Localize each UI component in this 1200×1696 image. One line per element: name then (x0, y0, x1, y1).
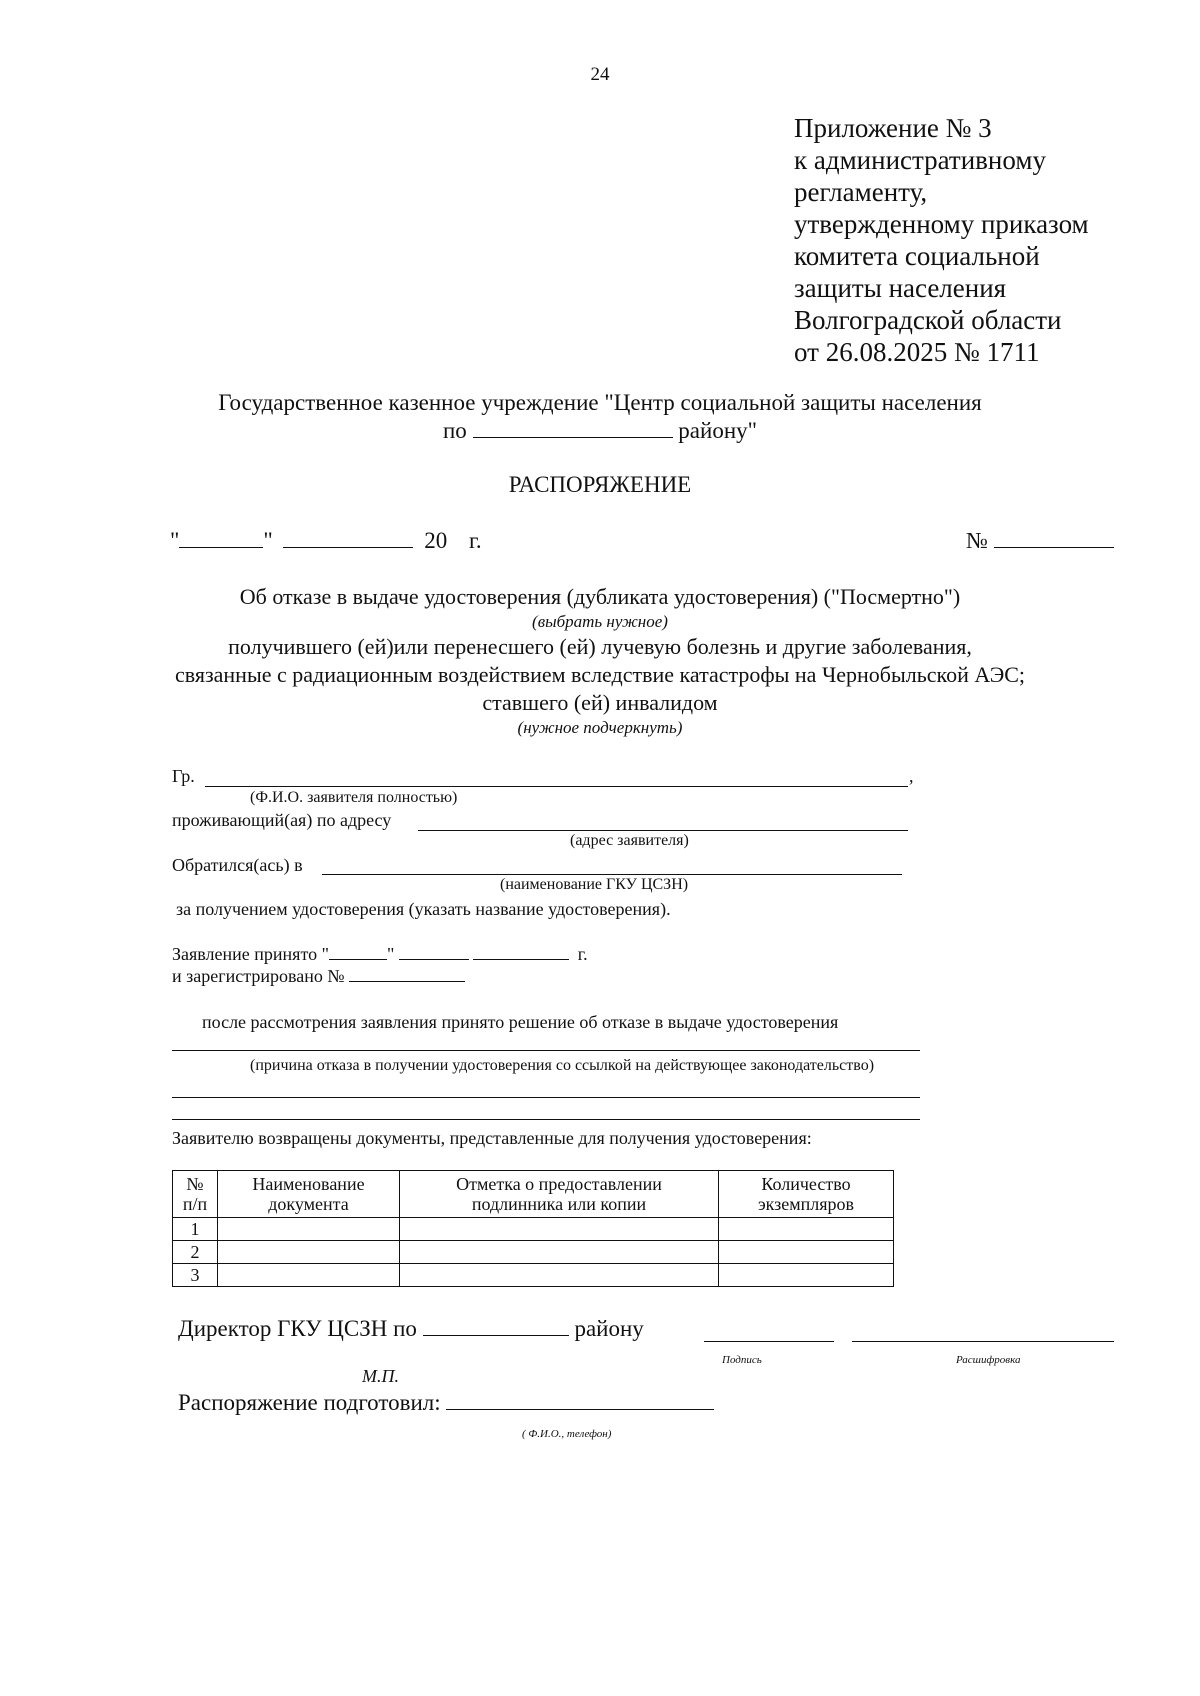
district-blank[interactable] (473, 436, 673, 438)
number-field (966, 528, 1114, 554)
header-document (218, 1171, 400, 1218)
prepared-label: Распоряжение подготовил: (178, 1390, 441, 1415)
appendix-line: Приложение № 3 (794, 113, 992, 143)
row-document-cell[interactable] (218, 1264, 400, 1287)
table-header-row (173, 1171, 894, 1218)
reason-line[interactable] (172, 1119, 920, 1120)
appendix-block (794, 112, 1089, 368)
director-label: Директор ГКУ ЦСЗН по (178, 1316, 417, 1341)
institution-line1: Государственное казенное учреждение "Центр социальной защиты населения (218, 390, 982, 415)
table-row (173, 1264, 894, 1287)
row-count-cell[interactable] (719, 1218, 894, 1241)
accepted-line (172, 944, 588, 965)
row-document-cell[interactable] (218, 1218, 400, 1241)
registered-label: и зарегистрировано № (172, 966, 345, 986)
prepared-blank[interactable] (446, 1408, 714, 1410)
row-count-cell[interactable] (719, 1241, 894, 1264)
date-quote-close: " (263, 528, 273, 553)
decision-text: после рассмотрения заявления принято решение об отказе в выдаче удостоверения (202, 1012, 839, 1032)
appendix-line: комитета социальной (794, 241, 1040, 271)
applied-hint: (наименование ГКУ ЦСЗН) (500, 876, 689, 893)
date-quote-open: " (170, 528, 180, 553)
month-blank[interactable] (283, 546, 413, 548)
row-count-cell[interactable] (719, 1264, 894, 1287)
header-text: Наименование (252, 1174, 365, 1194)
page-number: 24 (590, 64, 610, 85)
prepared-line (178, 1390, 714, 1416)
registration-number-blank[interactable] (349, 980, 465, 982)
institution-po: по (442, 418, 467, 443)
gr-label: Гр. (172, 766, 195, 786)
accepted-quote: " (386, 944, 395, 964)
address-blank[interactable] (418, 830, 908, 831)
appendix-line: защиты населения (794, 273, 1007, 303)
subject-line3: связанные с радиационным воздействием вследствие катастрофы на Чернобыльской АЭС; (174, 662, 1026, 687)
number-blank[interactable] (994, 546, 1114, 548)
row-mark-cell[interactable] (400, 1218, 719, 1241)
registered-line (172, 966, 465, 987)
director-district-blank[interactable] (423, 1334, 569, 1336)
prepared-hint: ( Ф.И.О., телефон) (522, 1428, 612, 1440)
director-rayonu: району (574, 1316, 644, 1341)
purpose-text: за получением удостоверения (указать название удостоверения). (176, 899, 671, 919)
row-document-cell[interactable] (218, 1241, 400, 1264)
appendix-line: Волгоградской области (794, 305, 1062, 335)
director-line (178, 1316, 644, 1342)
signature-hint: Подпись (722, 1354, 762, 1366)
accepted-year-blank[interactable] (473, 958, 569, 960)
row-number: 1 (173, 1218, 218, 1241)
applied-blank[interactable] (322, 874, 902, 875)
accepted-label: Заявление принято " (172, 944, 329, 964)
documents-table (172, 1170, 894, 1287)
day-blank[interactable] (179, 546, 263, 548)
year-prefix: 20 (424, 528, 448, 553)
header-text: Количество (761, 1174, 851, 1194)
address-label: проживающий(ая) по адресу (172, 810, 392, 830)
header-text: подлинника или копии (471, 1194, 647, 1214)
subject-hint1: (выбрать нужное) (532, 612, 668, 631)
reason-line[interactable] (172, 1050, 920, 1051)
number-sign: № (966, 528, 988, 553)
fio-blank[interactable] (205, 786, 908, 787)
signature-blank[interactable] (704, 1341, 834, 1342)
appendix-line: регламенту, (794, 177, 928, 207)
row-number: 2 (173, 1241, 218, 1264)
accepted-day-blank[interactable] (329, 958, 387, 960)
subject-line2: получившего (ей)или перенесшего (ей) лучевую болезнь и другие заболевания, (228, 634, 972, 659)
decoding-hint: Расшифровка (956, 1354, 1021, 1366)
fio-hint: (Ф.И.О. заявителя полностью) (250, 789, 458, 806)
year-suffix: г. (469, 528, 482, 553)
header-number (173, 1171, 218, 1218)
address-hint: (адрес заявителя) (570, 832, 689, 849)
header-text: документа (268, 1194, 349, 1214)
row-number: 3 (173, 1264, 218, 1287)
subject-line4: ставшего (ей) инвалидом (482, 690, 718, 715)
stamp-place: М.П. (362, 1366, 399, 1386)
table-row (173, 1241, 894, 1264)
reason-hint: (причина отказа в получении удостоверения со ссылкой на действующее законодательство) (250, 1057, 875, 1074)
returned-text: Заявителю возвращены документы, представленные для получения удостоверения: (172, 1128, 812, 1148)
institution-rayonu: району" (678, 418, 758, 443)
row-mark-cell[interactable] (400, 1241, 719, 1264)
gr-comma: , (909, 766, 914, 786)
appendix-line: к административному (794, 145, 1046, 175)
institution-line2 (0, 418, 1200, 444)
accepted-month-blank[interactable] (399, 958, 469, 960)
reason-line[interactable] (172, 1097, 920, 1098)
subject-line1: Об отказе в выдаче удостоверения (дубликата удостоверения) ("Посмертно") (239, 584, 961, 609)
date-line (170, 528, 482, 554)
header-text: п/п (182, 1194, 208, 1214)
doc-title: РАСПОРЯЖЕНИЕ (508, 472, 692, 497)
appendix-line: от 26.08.2025 № 1711 (794, 337, 1040, 367)
applied-label: Обратился(ась) в (172, 855, 303, 875)
accepted-g: г. (577, 944, 588, 964)
subject-hint2: (нужное подчеркнуть) (517, 718, 683, 737)
table-row (173, 1218, 894, 1241)
appendix-line: утвержденному приказом (794, 209, 1089, 239)
header-text: № (186, 1174, 204, 1194)
decoding-blank[interactable] (852, 1341, 1114, 1342)
row-mark-cell[interactable] (400, 1264, 719, 1287)
header-text: Отметка о предоставлении (456, 1174, 662, 1194)
header-mark (400, 1171, 719, 1218)
header-count (719, 1171, 894, 1218)
header-text: экземпляров (757, 1194, 855, 1214)
